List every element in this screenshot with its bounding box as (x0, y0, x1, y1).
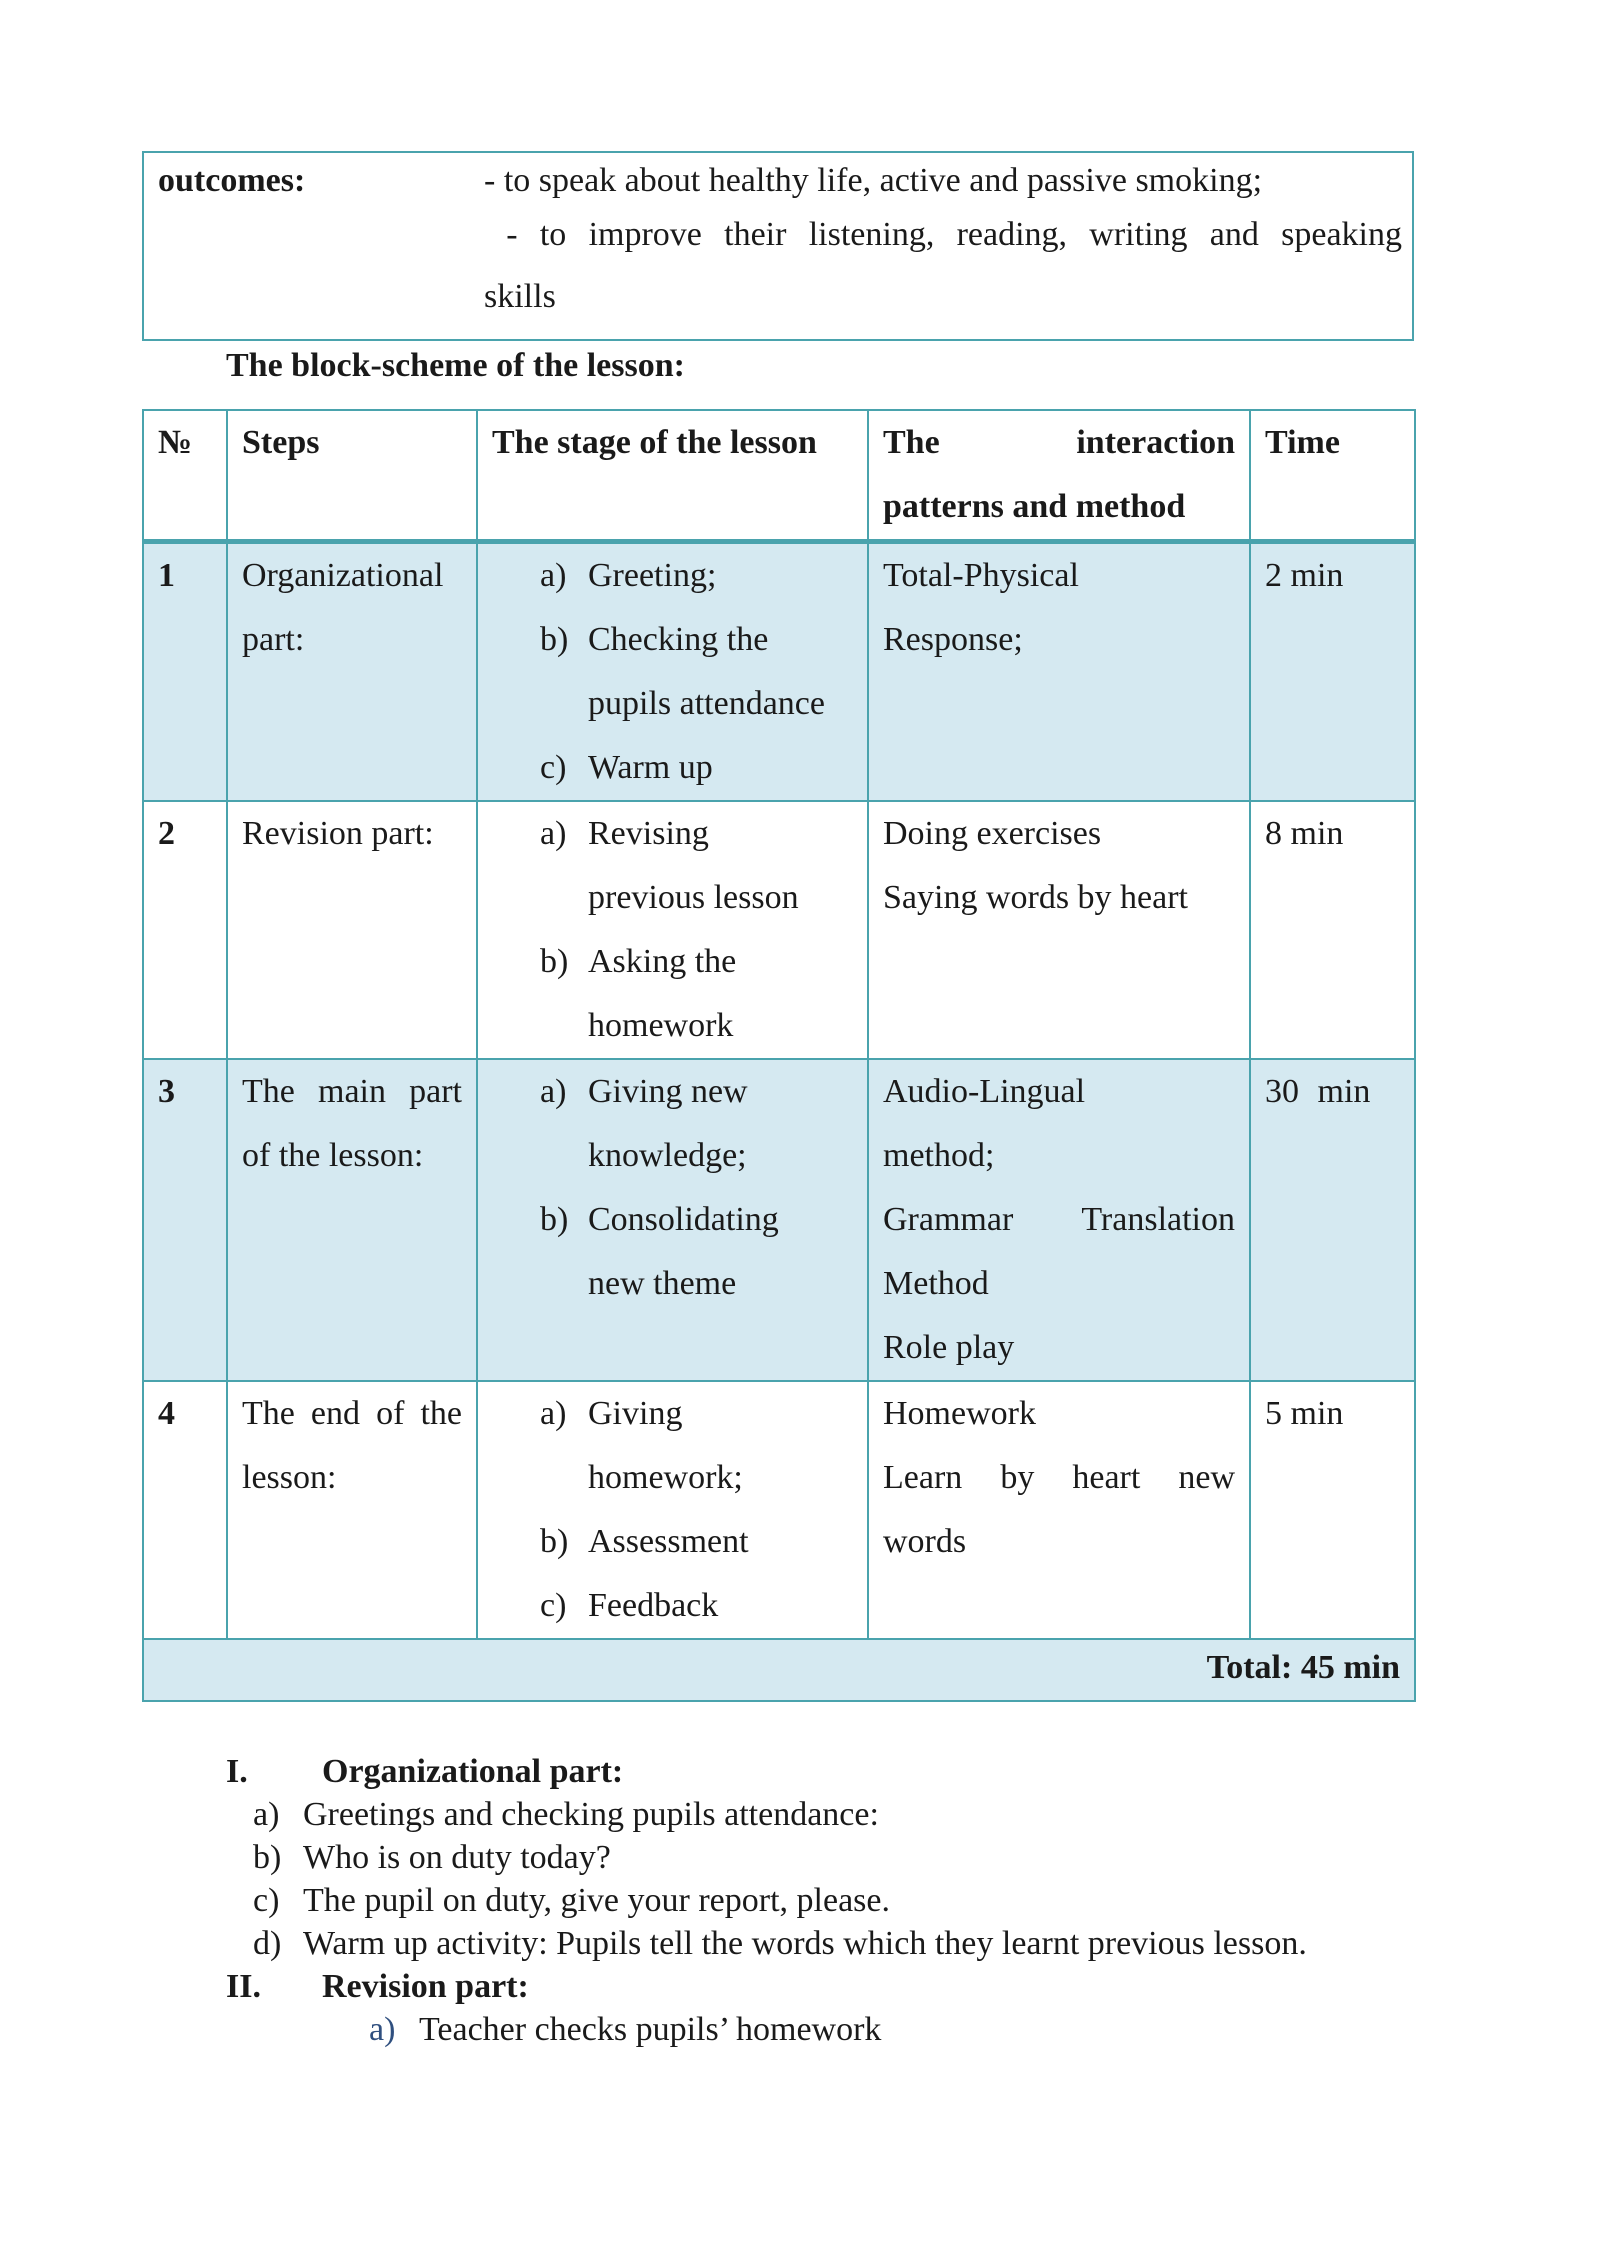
row-step-line: Organizational (242, 557, 444, 594)
section-heading (226, 1965, 1426, 2008)
list-item: a) Teacher checks pupils’ homework (369, 2011, 882, 2048)
section-heading (226, 1750, 1426, 1793)
stage-item: b) Consolidating new theme (540, 1201, 779, 1302)
stage-item: c) Feedback (540, 1587, 719, 1624)
row-stage (477, 801, 868, 1059)
header-interaction (868, 410, 1250, 542)
row-step (227, 801, 477, 1059)
outcomes-line-2: - to improve their listening, reading, writing and speaking (484, 216, 1402, 253)
stage-item: a) Giving homework; (540, 1395, 743, 1496)
section-title: Organizational part: (322, 1753, 624, 1790)
row-time: 30 min (1250, 1059, 1415, 1381)
row-num: 4 (143, 1381, 227, 1639)
table-header-row (143, 410, 1415, 542)
row-time: 8 min (1250, 801, 1415, 1059)
row-step-line: part: (242, 621, 305, 658)
list-item: d) Warm up activity: Pupils tell the words which they learnt previous lesson. (253, 1925, 1307, 1962)
outcomes-text (484, 159, 1402, 327)
row-step (227, 542, 477, 802)
row-step (227, 1381, 477, 1639)
row-interaction: Audio-Lingual method; Grammar Translation Method Role play (868, 1059, 1250, 1381)
row-step-line: The end of the (242, 1395, 462, 1432)
row-stage (477, 542, 868, 802)
stage-item: b) Assessment (540, 1523, 749, 1560)
row-interaction: Doing exercises Saying words by heart (868, 801, 1250, 1059)
header-steps: Steps (227, 410, 477, 542)
row-interaction: Total-Physical Response; (868, 542, 1250, 802)
outcomes-box (142, 151, 1414, 341)
row-interaction: Homework Learn by heart new words (868, 1381, 1250, 1639)
row-step (227, 1059, 477, 1381)
header-stage: The stage of the lesson (477, 410, 868, 542)
list-item: b) Who is on duty today? (253, 1839, 611, 1876)
row-num: 2 (143, 801, 227, 1059)
outcomes-line-1: - to speak about healthy life, active and passive smoking; (484, 162, 1263, 199)
table-row (143, 1381, 1415, 1639)
section-title: Revision part: (322, 1968, 529, 2005)
stage-item: b) Checking the pupils attendance (540, 621, 825, 722)
row-time: 2 min (1250, 542, 1415, 802)
row-step-line: lesson: (242, 1459, 337, 1496)
stage-item: c) Warm up (540, 749, 713, 786)
stage-item: b) Asking the homework (540, 943, 737, 1044)
header-interaction-line-2: patterns and method (883, 488, 1186, 525)
lesson-table (142, 409, 1416, 1702)
outcomes-label: outcomes: (158, 162, 306, 199)
section-number: I. (226, 1753, 248, 1790)
stage-item: a) Revising previous lesson (540, 815, 799, 916)
row-step-line: of the lesson: (242, 1137, 424, 1174)
table-row (143, 801, 1415, 1059)
table-row (143, 1059, 1415, 1381)
total-cell: Total: 45 min (143, 1639, 1415, 1701)
section-number: II. (226, 1968, 261, 2005)
row-step-line: Revision part: (242, 815, 434, 852)
header-time: Time (1250, 410, 1415, 542)
stage-item: a) Giving new knowledge; (540, 1073, 748, 1174)
total-row (143, 1639, 1415, 1701)
row-stage (477, 1059, 868, 1381)
stage-item: a) Greeting; (540, 557, 717, 594)
section-organizational (226, 1750, 1426, 2051)
row-num: 1 (143, 542, 227, 802)
table-row (143, 542, 1415, 802)
header-interaction-line-1: The interaction (883, 424, 1235, 461)
row-step-line: The main part (242, 1073, 462, 1110)
block-scheme-title: The block-scheme of the lesson: (226, 347, 685, 384)
list-item: a) Greetings and checking pupils attendance: (253, 1796, 879, 1833)
outcomes-line-3: skills (484, 278, 556, 315)
list-item: c) The pupil on duty, give your report, please. (253, 1882, 890, 1919)
row-num: 3 (143, 1059, 227, 1381)
row-stage (477, 1381, 868, 1639)
row-time: 5 min (1250, 1381, 1415, 1639)
header-num: № (143, 410, 227, 542)
